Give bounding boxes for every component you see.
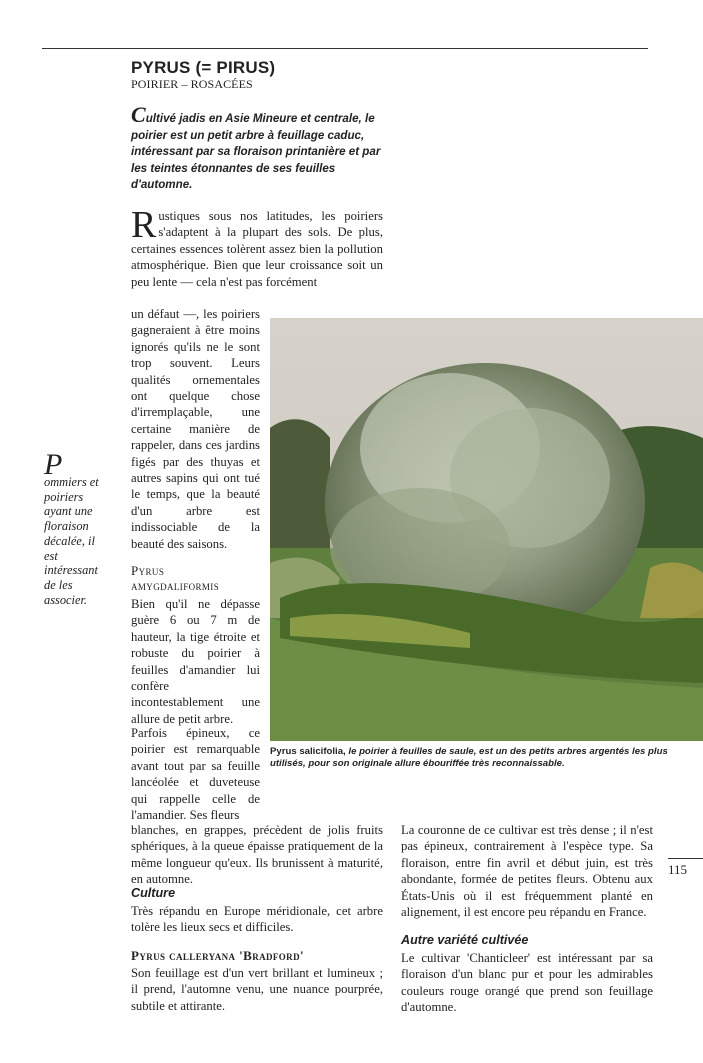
header-rule	[42, 48, 648, 49]
pyrus-salicifolia-photo	[270, 318, 703, 741]
photo-caption	[270, 746, 680, 770]
amygdaliformis-text-wide: blanches, en grappes, précèdent de jolis fruits sphériques, à la queue épaisse pratiquement de la même longueur qu'eux. Ils brunissent à maturité, en automne.	[131, 823, 383, 887]
intro-paragraph-wide	[131, 204, 383, 290]
chanticleer-text: Le cultivar 'Chanticleer' est intéressant par sa floraison d'un blanc pur et pour les admirables couleurs rouge orangé que prend son feuillage d'automne.	[401, 951, 653, 1015]
margin-note-text: ommiers et poiriers ayant une floraison décalée, il est intéressant de les associer.	[44, 475, 99, 607]
amygdaliformis-text-1: Bien qu'il ne dépasse guère 6 ou 7 m de hauteur, la tige étroite et robuste du poirier à feuilles d'amandier lui confère incontestablement une allure de petit arbre.	[131, 597, 260, 726]
tree-illustration	[270, 318, 703, 741]
page-number-rule	[668, 858, 703, 859]
calleryana-text: Son feuillage est d'un vert brillant et lumineux ; il prend, l'automne venu, une nuance pourprée, subtile et attirante.	[131, 966, 383, 1013]
caption-text: le poirier à feuilles de saule, est un des petits arbres argentés les plus utilisés, pour son originale allure ébouriffée très reconnaissable.	[270, 746, 668, 770]
page-title: PYRUS (= PIRUS)	[131, 58, 276, 77]
margin-note	[44, 448, 102, 607]
amygdaliformis-text-2: Parfois épineux, ce poirier est remarquable avant tout par sa feuille lancéolée et duveteuse qui rappelle celle de l'amandier. Ses fleurs	[131, 726, 260, 823]
page-subtitle: POIRIER – ROSACÉES	[131, 77, 253, 91]
amygdaliformis-heading	[131, 563, 219, 593]
caption-latin-name: Pyrus salicifolia,	[270, 746, 346, 757]
calleryana-heading: Pyrus calleryana 'Bradford'	[131, 948, 304, 963]
culture-heading: Culture	[131, 886, 176, 900]
amygdaliformis-heading-line2: amygdaliformis	[131, 578, 220, 593]
culture-text: Très répandu en Europe méridionale, cet arbre tolère les lieux secs et difficiles.	[131, 904, 383, 935]
lead-paragraph	[131, 102, 393, 194]
lead-text: ultivé jadis en Asie Mineure et centrale, le poirier est un petit arbre à feuillage caduc, intéressant par sa floraison printanière et par les teintes étonnantes de ses feuilles d'automne.	[131, 112, 381, 191]
lead-dropcap: C	[131, 102, 146, 127]
intro-wide-text: ustiques sous nos latitudes, les poiriers s'adaptent à la plupart des sols. De plus, certaines essences tolèrent assez bien la pollution atmosphérique. Bien que leur croissance soit un peu lente — cela n'est pas forcément	[131, 209, 383, 289]
intro-dropcap: R	[131, 204, 157, 246]
column2-text: La couronne de ce cultivar est très dense ; il n'est pas épineux, contrairement à l'espèce type. Sa floraison, entre fin avril et début juin, est très abondante, formée de petites fleurs. Obtenu aux États-Unis où il est fréquemment planté en alignement, il est encore peu répandu en France.	[401, 823, 653, 920]
autre-variete-heading: Autre variété cultivée	[401, 933, 529, 947]
intro-paragraph-narrow: un défaut —, les poiriers gagneraient à être moins ignorés qu'ils ne le sont trop souvent. Leurs qualités ornementales ont quelque chose d'irremplaçable, une certaine manière de rappeler, dans ces jardins figés par des thuyas et autres sapins qui ont tué le temps, que la beauté d'un arbre est indissociable de la beauté des saisons.	[131, 307, 260, 551]
margin-note-dropcap: P	[44, 448, 63, 481]
page-number: 115	[668, 862, 688, 877]
amygdaliformis-heading-line1: Pyrus	[131, 563, 165, 578]
